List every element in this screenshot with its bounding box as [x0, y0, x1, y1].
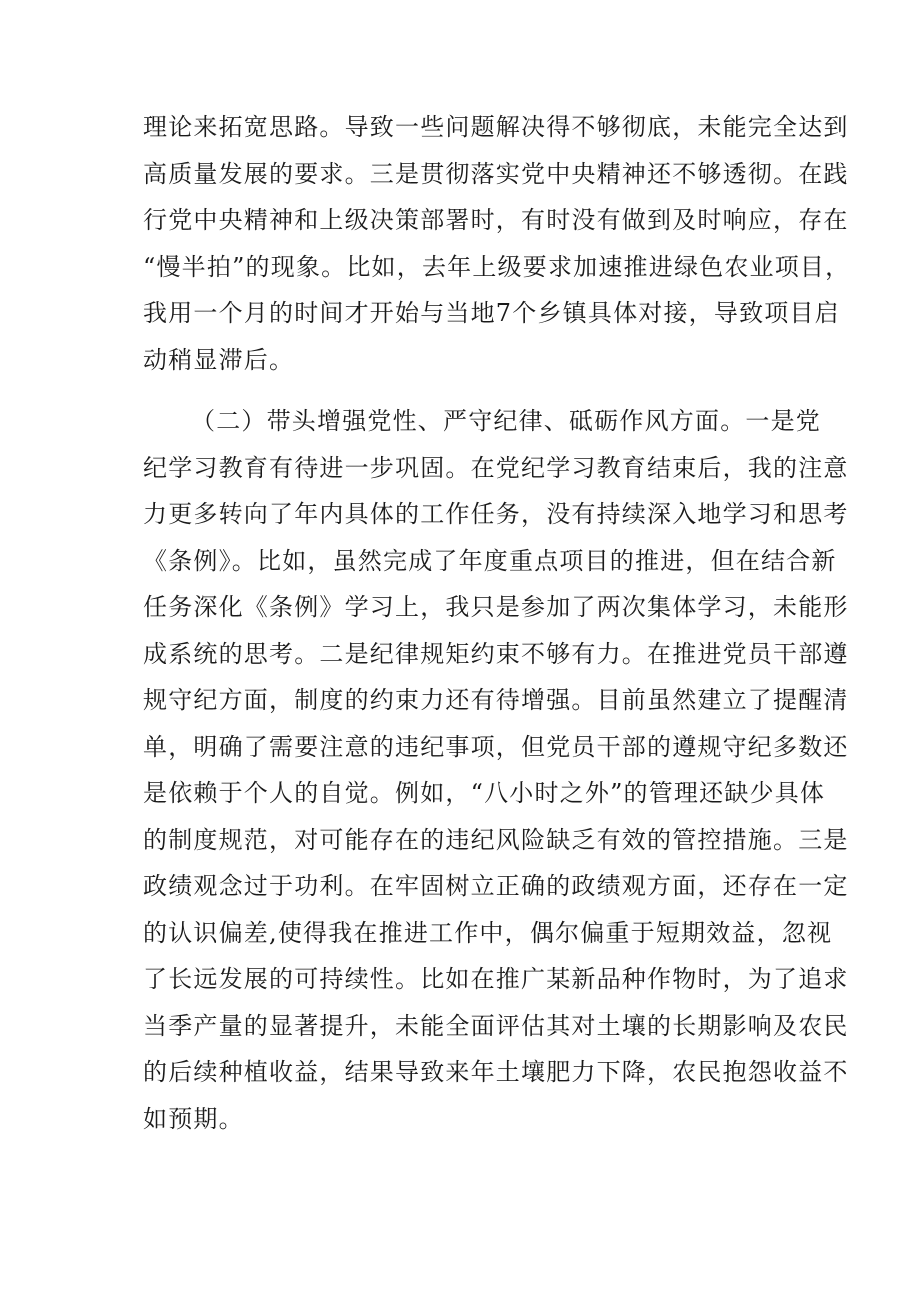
text-line: 动稍显滞后。: [143, 345, 295, 374]
text-line: 当季产量的显著提升，未能全面评估其对土壤的长期影响及农民: [143, 1011, 849, 1040]
paragraph-continuation: [143, 104, 851, 383]
text-line: 力更多转向了年内具体的工作任务，没有持续深入地学习和思考: [143, 500, 849, 528]
text-line: 的认识偏差,使得我在推进工作中，偶尔偏重于短期效益，忽视: [143, 918, 833, 947]
text-line: 是依赖于个人的自觉。例如，“八小时之外”的管理还缺少具体: [143, 779, 826, 807]
text-line: 高质量发展的要求。三是贯彻落实党中央精神还不够透彻。在践: [143, 159, 849, 188]
text-line: 了长远发展的可持续性。比如在推广某新品种作物时，为了追求: [143, 965, 849, 993]
text-line: 理论来拓宽思路。导致一些问题解决得不够彻底，未能完全达到: [143, 113, 849, 141]
text-line: 的制度规范，对可能存在的违纪风险缺乏有效的管控措施。三是: [143, 825, 849, 854]
text-line-indented: （二）带头增强党性、严守纪律、砥砺作风方面。一是党: [191, 407, 821, 435]
text-line: 成系统的思考。二是纪律规矩约束不够有力。在推进党员干部遵: [143, 639, 849, 668]
text-line: 《条例》。比如，虽然完成了年度重点项目的推进，但在结合新: [143, 546, 837, 575]
text-line: 我用一个月的时间才开始与当地7个乡镇具体对接，导致项目启: [143, 299, 840, 327]
text-line: 政绩观念过于功利。在牢固树立正确的政绩观方面，还存在一定: [143, 872, 849, 900]
paragraph-section-two: [143, 398, 849, 1142]
text-line: 如预期。: [143, 1104, 244, 1133]
text-line: 纪学习教育有待进一步巩固。在党纪学习教育结束后，我的注意: [143, 453, 849, 482]
text-line: “慢半拍”的现象。比如，去年上级要求加速推进绿色农业项目，: [143, 252, 851, 281]
text-line: 规守纪方面，制度的约束力还有待增强。目前虽然建立了提醒清: [143, 686, 849, 714]
text-line: 的后续种植收益，结果导致来年土壤肥力下降，农民抱怨收益不: [143, 1058, 849, 1086]
text-line: 行党中央精神和上级决策部署时，有时没有做到及时响应，存在: [143, 206, 849, 234]
text-line: 任务深化《条例》学习上，我只是参加了两次集体学习，未能形: [143, 593, 849, 621]
text-line: 单，明确了需要注意的违纪事项，但党员干部的遵规守纪多数还: [143, 732, 849, 761]
